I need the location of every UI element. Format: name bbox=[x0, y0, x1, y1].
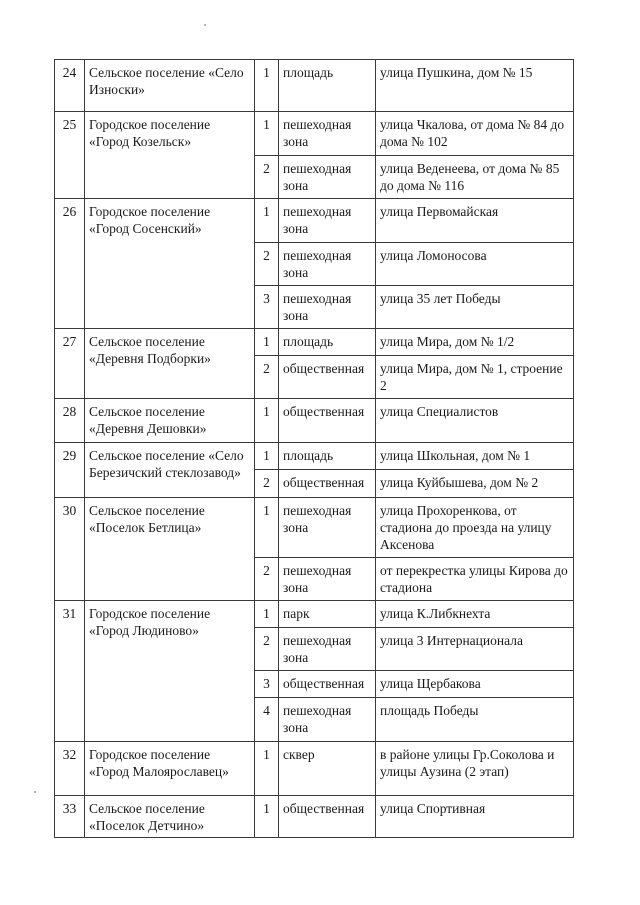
space-type: пешеходная зона bbox=[279, 156, 376, 199]
item-number: 1 bbox=[255, 601, 279, 628]
space-type: площадь bbox=[279, 329, 376, 356]
space-type: парк bbox=[279, 601, 376, 628]
item-number: 2 bbox=[255, 558, 279, 601]
table-row bbox=[55, 796, 574, 838]
space-type: площадь bbox=[279, 60, 376, 112]
item-number: 1 bbox=[255, 60, 279, 112]
space-type: пешеходная зона bbox=[279, 286, 376, 329]
item-number: 3 bbox=[255, 671, 279, 698]
table-row bbox=[55, 399, 574, 443]
settlement-name: Сельское поселение «Село Износки» bbox=[85, 60, 255, 112]
row-number: 29 bbox=[55, 443, 85, 498]
item-number: 4 bbox=[255, 698, 279, 742]
address: улица Прохоренкова, от стадиона до проезда на улицу Аксенова bbox=[376, 498, 574, 558]
address: площадь Победы bbox=[376, 698, 574, 742]
space-type: общественная bbox=[279, 470, 376, 498]
address: улица Щербакова bbox=[376, 671, 574, 698]
settlement-name: Городское поселение «Город Малоярославец» bbox=[85, 742, 255, 796]
address: улица Специалистов bbox=[376, 399, 574, 443]
row-number: 31 bbox=[55, 601, 85, 742]
item-number: 1 bbox=[255, 443, 279, 470]
item-number: 1 bbox=[255, 199, 279, 243]
settlement-name: Городское поселение «Город Людиново» bbox=[85, 601, 255, 742]
space-type: пешеходная зона bbox=[279, 199, 376, 243]
row-number: 24 bbox=[55, 60, 85, 112]
table-row bbox=[55, 199, 574, 243]
settlement-name: Городское поселение «Город Сосенский» bbox=[85, 199, 255, 329]
space-type: пешеходная зона bbox=[279, 558, 376, 601]
row-number: 25 bbox=[55, 112, 85, 199]
address: улица Школьная, дом № 1 bbox=[376, 443, 574, 470]
table-row bbox=[55, 742, 574, 796]
table-row bbox=[55, 329, 574, 356]
item-number: 2 bbox=[255, 243, 279, 286]
address: от перекрестка улицы Кирова до стадиона bbox=[376, 558, 574, 601]
address: в районе улицы Гр.Соколова и улицы Аузина (2 этап) bbox=[376, 742, 574, 796]
table-row bbox=[55, 498, 574, 558]
item-number: 1 bbox=[255, 742, 279, 796]
space-type: общественная bbox=[279, 399, 376, 443]
address: улица Ломоносова bbox=[376, 243, 574, 286]
row-number: 30 bbox=[55, 498, 85, 601]
table-row bbox=[55, 443, 574, 470]
space-type: общественная bbox=[279, 796, 376, 838]
item-number: 1 bbox=[255, 399, 279, 443]
item-number: 2 bbox=[255, 156, 279, 199]
address: улица 3 Интернационала bbox=[376, 628, 574, 671]
space-type: общественная bbox=[279, 671, 376, 698]
settlement-name: Сельское поселение «Поселок Бетлица» bbox=[85, 498, 255, 601]
address: улица Мира, дом № 1/2 bbox=[376, 329, 574, 356]
public-spaces-table bbox=[54, 59, 574, 838]
row-number: 27 bbox=[55, 329, 85, 399]
space-type: площадь bbox=[279, 443, 376, 470]
item-number: 3 bbox=[255, 286, 279, 329]
address: улица Веденеева, от дома № 85 до дома № 116 bbox=[376, 156, 574, 199]
address: улица 35 лет Победы bbox=[376, 286, 574, 329]
space-type: пешеходная зона bbox=[279, 628, 376, 671]
space-type: пешеходная зона bbox=[279, 243, 376, 286]
row-number: 33 bbox=[55, 796, 85, 838]
row-number: 26 bbox=[55, 199, 85, 329]
scan-speck bbox=[204, 24, 206, 26]
item-number: 2 bbox=[255, 356, 279, 399]
address: улица К.Либкнехта bbox=[376, 601, 574, 628]
settlement-name: Сельское поселение «Деревня Дешовки» bbox=[85, 399, 255, 443]
table-row bbox=[55, 112, 574, 156]
address: улица Пушкина, дом № 15 bbox=[376, 60, 574, 112]
item-number: 2 bbox=[255, 628, 279, 671]
table-row bbox=[55, 601, 574, 628]
item-number: 1 bbox=[255, 498, 279, 558]
address: улица Куйбышева, дом № 2 bbox=[376, 470, 574, 498]
space-type: общественная bbox=[279, 356, 376, 399]
space-type: пешеходная зона bbox=[279, 498, 376, 558]
address: улица Чкалова, от дома № 84 до дома № 102 bbox=[376, 112, 574, 156]
row-number: 28 bbox=[55, 399, 85, 443]
settlement-name: Сельское поселение «Деревня Подборки» bbox=[85, 329, 255, 399]
item-number: 2 bbox=[255, 470, 279, 498]
settlement-name: Сельское поселение «Поселок Детчино» bbox=[85, 796, 255, 838]
item-number: 1 bbox=[255, 329, 279, 356]
scan-speck bbox=[34, 791, 36, 793]
space-type: пешеходная зона bbox=[279, 112, 376, 156]
item-number: 1 bbox=[255, 112, 279, 156]
settlement-name: Сельское поселение «Село Березичский стеклозавод» bbox=[85, 443, 255, 498]
space-type: сквер bbox=[279, 742, 376, 796]
settlement-name: Городское поселение «Город Козельск» bbox=[85, 112, 255, 199]
row-number: 32 bbox=[55, 742, 85, 796]
address: улица Мира, дом № 1, строение 2 bbox=[376, 356, 574, 399]
item-number: 1 bbox=[255, 796, 279, 838]
table-row bbox=[55, 60, 574, 112]
address: улица Первомайская bbox=[376, 199, 574, 243]
address: улица Спортивная bbox=[376, 796, 574, 838]
space-type: пешеходная зона bbox=[279, 698, 376, 742]
